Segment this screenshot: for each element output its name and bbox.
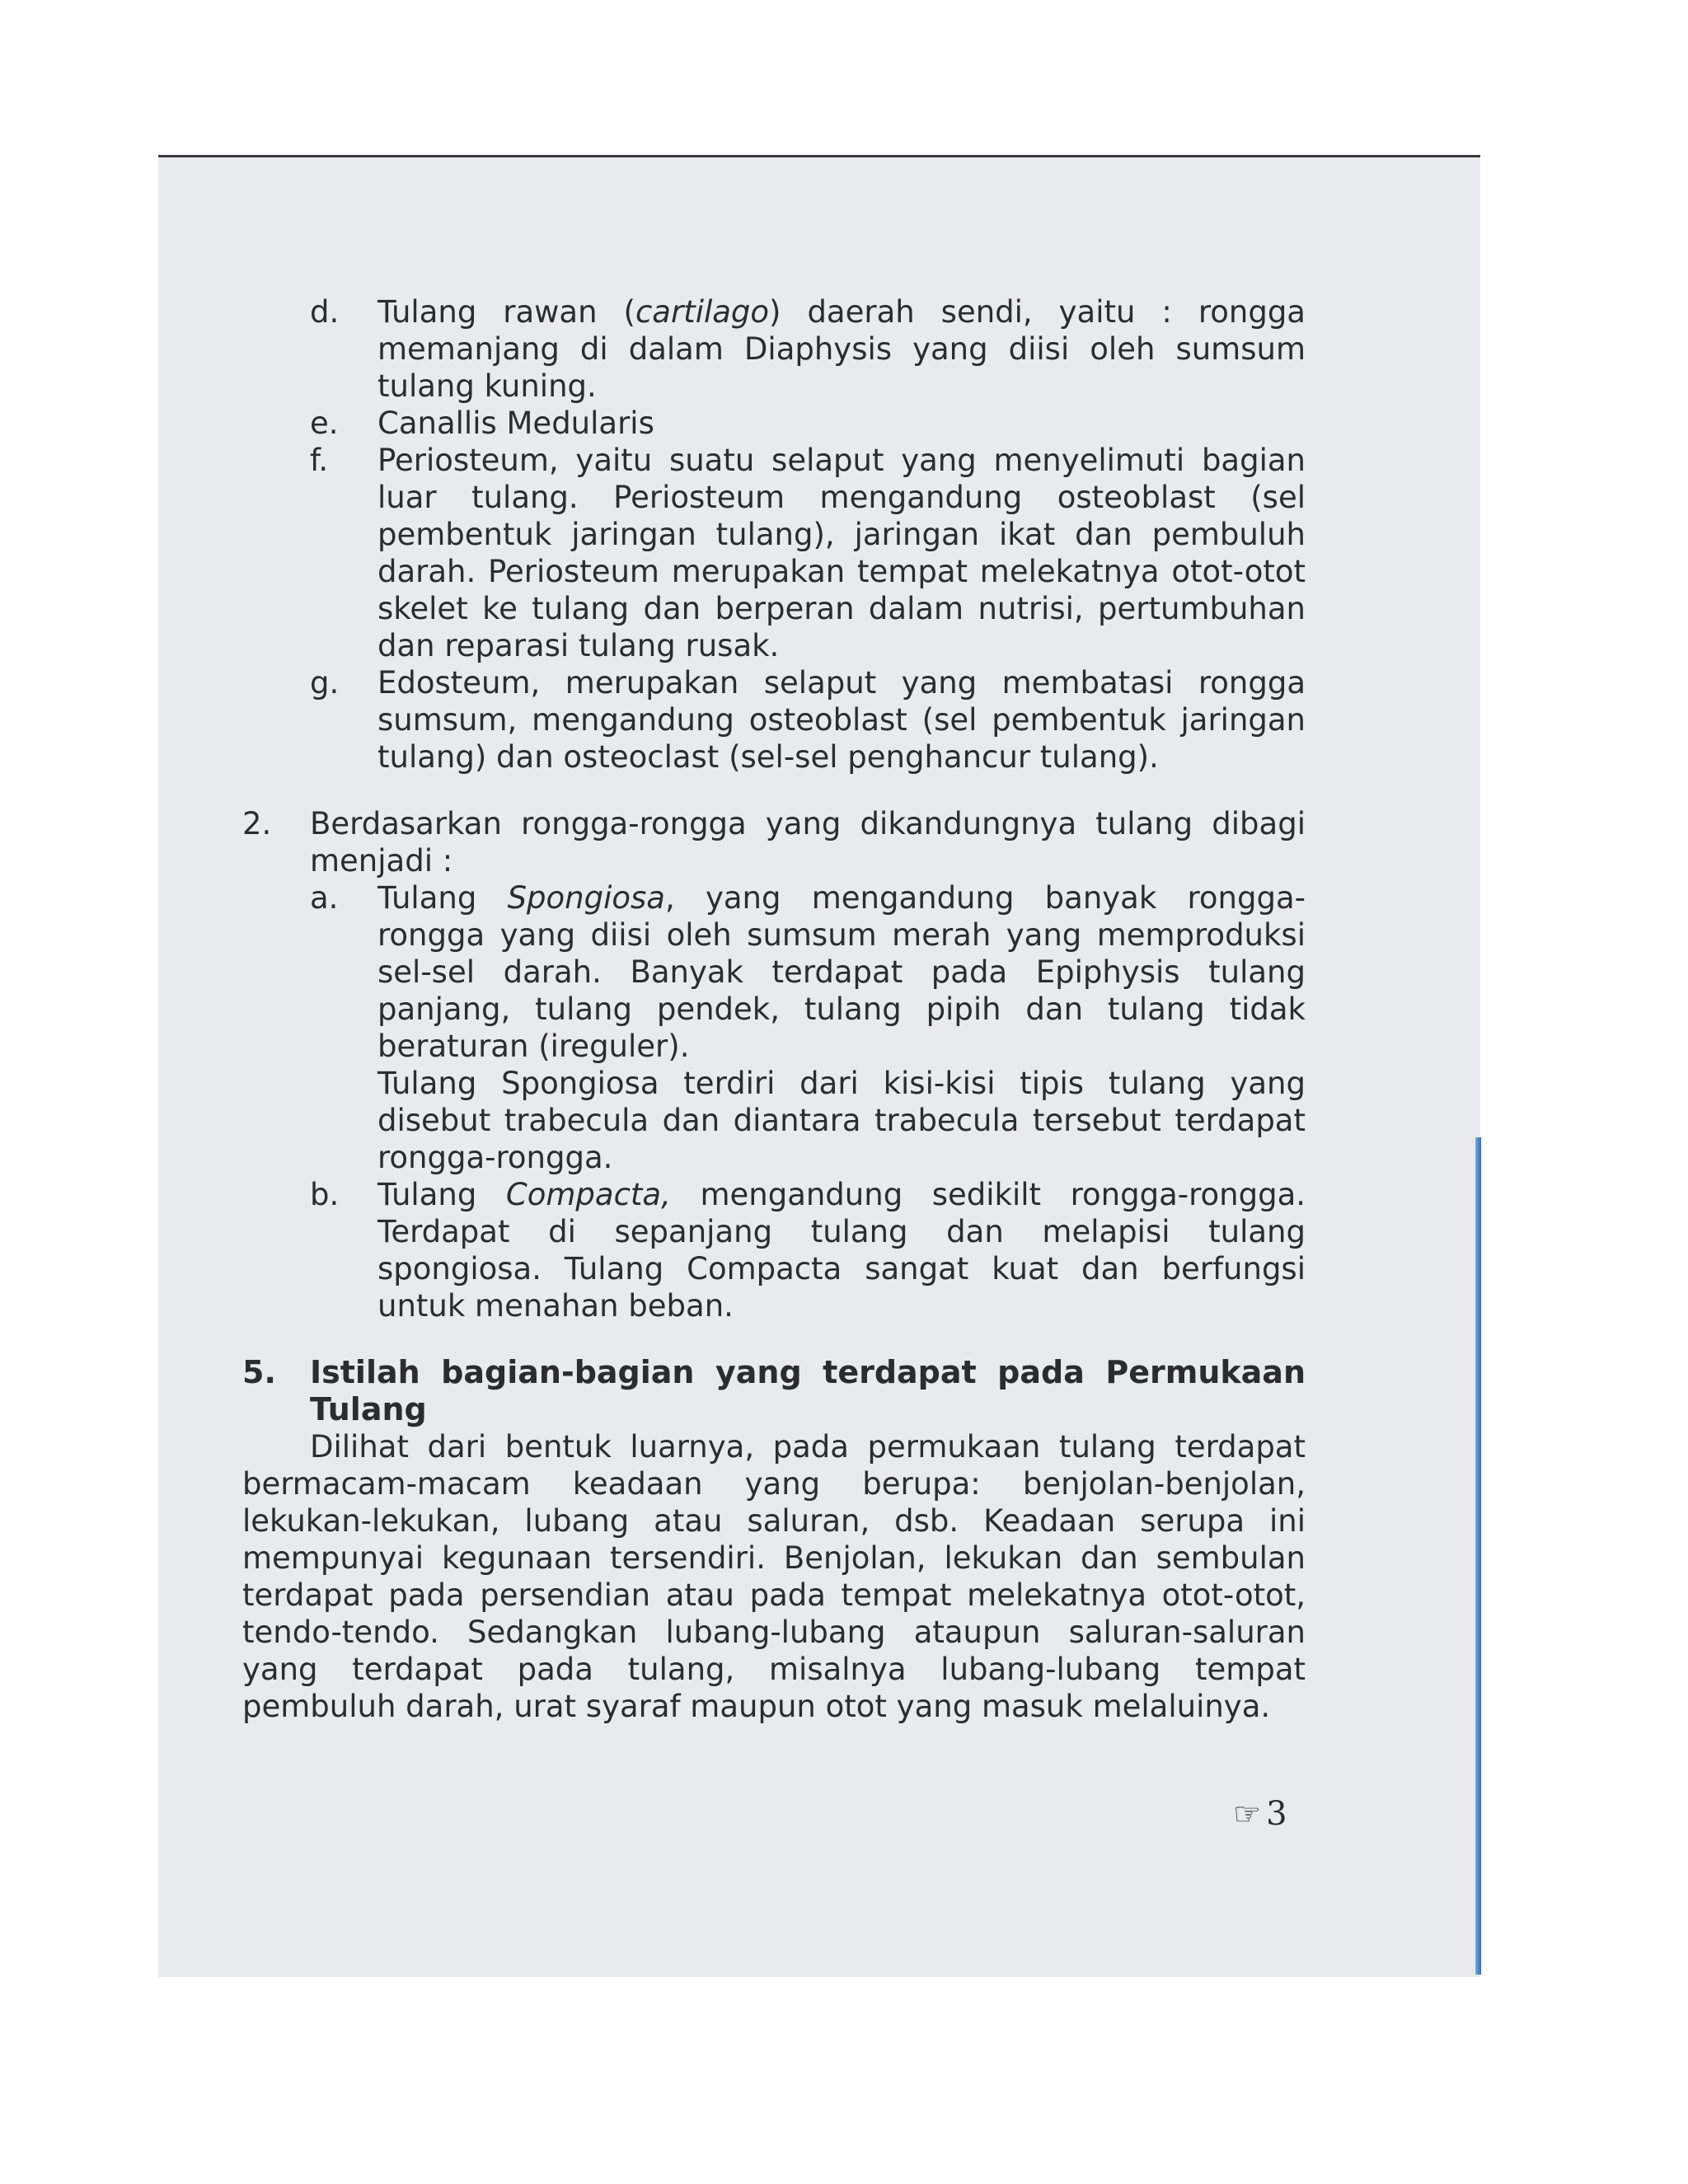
page-content	[242, 293, 1306, 1725]
list-marker: f.	[310, 443, 329, 478]
list-item-f: f. Periosteum, yaitu suatu selaput yang menyelimuti bagian luar tulang. Periosteum mengandung osteoblast (sel pembentuk jaringan tulang), jaringan ikat dan pembuluh darah. Periosteum merupakan tempat melekatnya otot-otot skelet ke tulang dan berperan dalam nutrisi, pertumbuhan dan reparasi tulang rusak.	[310, 443, 1306, 663]
section-title: Istilah bagian-bagian yang terdapat pada Permukaan Tulang	[310, 1354, 1306, 1427]
list-marker: a.	[310, 880, 339, 916]
page-edge-stripe	[1475, 1137, 1481, 1975]
page-number: ☞ 3	[1233, 1795, 1287, 1833]
list-marker: 2.	[242, 806, 272, 841]
list-marker: g.	[310, 665, 340, 701]
list-item-g: g. Edosteum, merupakan selaput yang membatasi rongga sumsum, mengandung osteoblast (sel pembentuk jaringan tulang) dan osteoclast (sel-sel penghancur tulang).	[310, 665, 1306, 775]
pointing-hand-icon: ☞	[1233, 1796, 1262, 1832]
list-item-d: d. Tulang rawan (cartilago) daerah sendi, yaitu : rongga memanjang di dalam Diaphysis yang diisi oleh sumsum tulang kuning.	[310, 294, 1306, 404]
list-marker: b.	[310, 1177, 340, 1212]
list-marker: e.	[310, 405, 339, 441]
list-item-2a-continuation: Tulang Spongiosa terdiri dari kisi-kisi tipis tulang yang disebut trabecula dan diantara trabecula tersebut terdapat rongga-rongga.	[377, 1066, 1306, 1175]
list-item-2b: b. Tulang Compacta, mengandung sedikilt rongga-rongga. Terdapat di sepanjang tulang dan melapisi tulang spongiosa. Tulang Compacta sangat kuat dan berfungsi untuk menahan beban.	[310, 1177, 1306, 1324]
list-item-e: e. Canallis Medularis	[310, 405, 654, 441]
list-marker: d.	[310, 294, 340, 330]
list-item-2a: a. Tulang Spongiosa, yang mengandung banyak rongga-rongga yang diisi oleh sumsum merah yang memproduksi sel-sel darah. Banyak terdapat pada Epiphysis tulang panjang, tulang pendek, tulang pipih dan tulang tidak beraturan (ireguler).	[310, 880, 1306, 1064]
section-heading	[242, 1354, 1306, 1428]
section-body: Dilihat dari bentuk luarnya, pada permukaan tulang terdapat bermacam-macam keadaan yang berupa: benjolan-benjolan, lekukan-lekukan, lubang atau saluran, dsb. Keadaan serupa ini mempunyai kegunaan tersendiri. Benjolan, lekukan dan sembulan terdapat pada persendian atau pada tempat melekatnya otot-otot, tendo-tendo. Sedangkan lubang-lubang ataupun saluran-saluran yang terdapat pada tulang, misalnya lubang-lubang tempat pembuluh darah, urat syaraf maupun otot yang masuk melaluinya.	[242, 1429, 1306, 1724]
section-number: 5.	[242, 1354, 276, 1390]
list-item-2: 2. Berdasarkan rongga-rongga yang dikandungnya tulang dibagi menjadi :	[242, 806, 1306, 879]
